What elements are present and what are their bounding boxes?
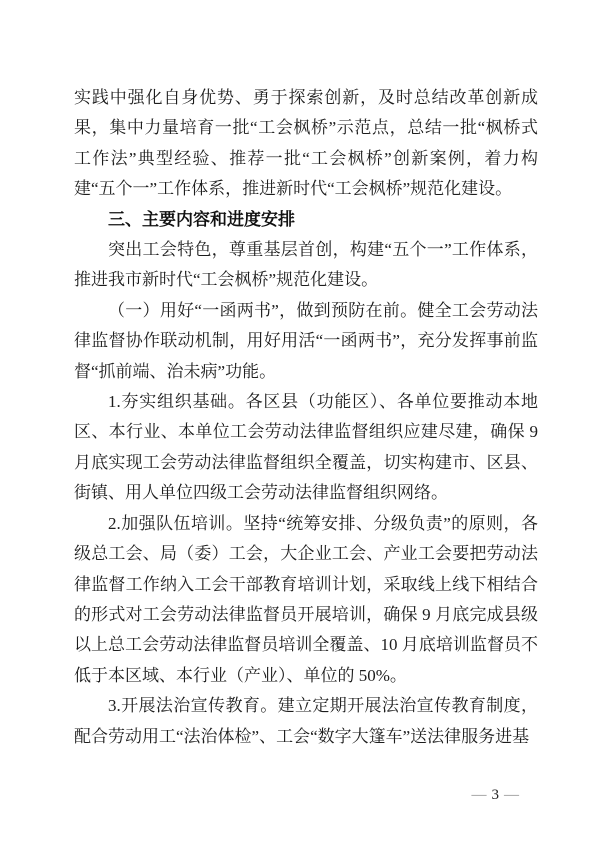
page-number-dash-left: — bbox=[471, 787, 487, 803]
page-number bbox=[467, 785, 525, 805]
paragraph: 突出工会特色，尊重基层首创，构建“五个一”工作体系，推进我市新时代“工会枫桥”规范化建设。 bbox=[74, 240, 538, 290]
paragraph: 1.夯实组织基础。各区县（功能区）、各单位要推动本地区、本行业、本单位工会劳动法律监督组织应建尽建，确保 9 月底实现工会劳动法律监督组织全覆盖，切实构建市、区县、街镇、用人单位四级工会劳动法律监督组织网络。 bbox=[74, 392, 538, 503]
paragraph: 2.加强队伍培训。坚持“统筹安排、分级负责”的原则，各级总工会、局（委）工会，大企业工会、产业工会要把劳动法律监督工作纳入工会干部教育培训计划，采取线上线下相结合的形式对工会劳动法律监督员开展培训，确保 9 月底完成县级以上总工会劳动法律监督员培训全覆盖、10 月底培训监督员不低于本区域、本行业（产业）、单位的 50%。 bbox=[74, 513, 538, 685]
document-body bbox=[74, 83, 538, 752]
paragraph: 实践中强化自身优势、勇于探索创新，及时总结改革创新成果，集中力量培育一批“工会枫桥”示范点，总结一批“枫桥式工作法”典型经验、推荐一批“工会枫桥”创新案例，着力构建“五个一”工作体系，推进新时代“工会枫桥”规范化建设。 bbox=[74, 88, 538, 199]
paragraph: 3.开展法治宣传教育。建立定期开展法治宣传教育制度，配合劳动用工“法治体检”、工会“数字大篷车”送法律服务进基 bbox=[74, 696, 538, 746]
section-heading: 三、主要内容和进度安排 bbox=[108, 209, 295, 229]
paragraph: （一）用好“一函两书”，做到预防在前。健全工会劳动法律监督协作联动机制，用好用活“一函两书”，充分发挥事前监督“抓前端、治未病”功能。 bbox=[74, 300, 538, 381]
page-number-dash-right: — bbox=[504, 787, 519, 803]
page-number-value: 3 bbox=[491, 787, 499, 803]
